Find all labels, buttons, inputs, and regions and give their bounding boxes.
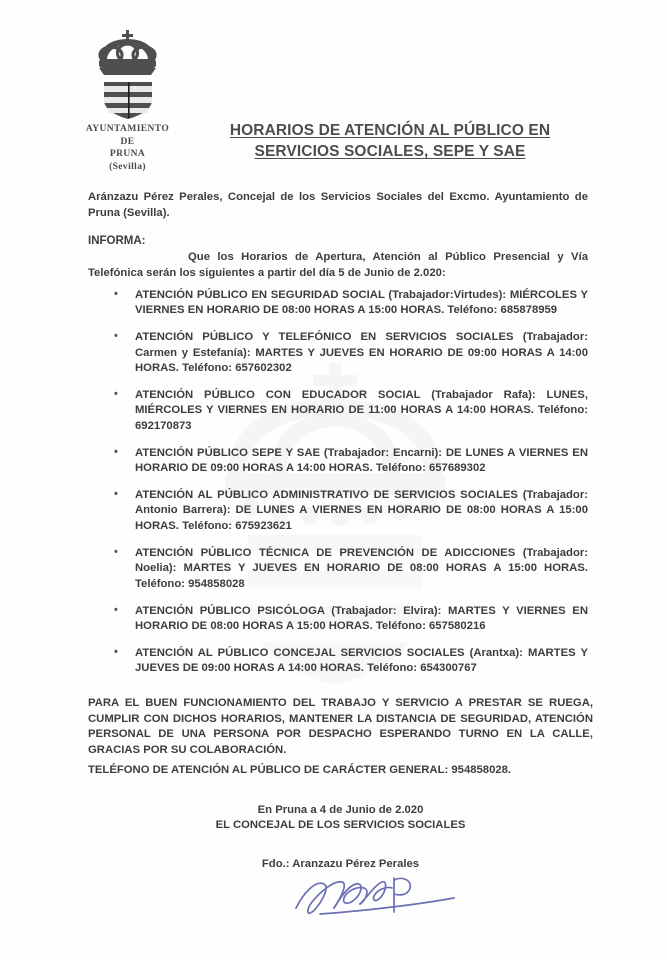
signer-role: EL CONCEJAL DE LOS SERVICIOS SOCIALES: [215, 818, 466, 831]
letterhead-line-pruna: PRUNA: [109, 149, 146, 159]
list-item: • ATENCIÓN PÚBLICO Y TELEFÓNICO EN SERVICIOS SOCIALES (Trabajador: Carmen y Estefanía): MARTES Y JUEVES EN HORARIO DE 09:00 HORAS A 14:00 HORAS. Teléfono: 657602302: [110, 330, 588, 376]
letterhead-line-ayuntamiento: AYUNTAMIENTO: [85, 124, 170, 134]
page-title-line-2: SERVICIOS SOCIALES, SEPE Y SAE: [254, 143, 526, 160]
informa-paragraph: Que los Horarios de Apertura, Atención al Público Presencial y Vía Telefónica serán los siguientes a partir del día 5 de Junio de 2.020:: [88, 251, 588, 279]
list-item: • ATENCIÓN PÚBLICO SEPE Y SAE (Trabajador: Encarni): DE LUNES A VIERNES EN HORARIO DE 09:00 HORAS A 14:00 HORAS. Teléfono: 657689302: [110, 446, 588, 477]
list-item: • ATENCIÓN PÚBLICO PSICÓLOGA (Trabajador: Elvira): MARTES Y VIERNES EN HORARIO DE 08:00 HORAS A 15:00 HORAS. Teléfono: 657580216: [110, 604, 588, 635]
letterhead-line-provincia: (Sevilla): [109, 161, 146, 172]
list-item: • ATENCIÓN PÚBLICO CON EDUCADOR SOCIAL (Trabajador Rafa): LUNES, MIÉRCOLES Y VIERNES EN HORARIO DE 11:00 HORAS A 14:00 HORAS. Teléfono: 692170873: [110, 388, 588, 434]
general-phone-line: TELÉFONO DE ATENCIÓN AL PÚBLICO DE CARÁCTER GENERAL: 954858028.: [88, 764, 512, 776]
page-title: [160, 120, 620, 162]
list-item: • ATENCIÓN PÚBLICO EN SEGURIDAD SOCIAL (Trabajador:Virtudes): MIÉRCOLES Y VIERNES EN HORARIO DE 08:00 HORAS A 15:00 HORAS. Teléfono: 685878959: [110, 288, 588, 319]
list-item: • ATENCIÓN PÚBLICO TÉCNICA DE PREVENCIÓN DE ADICCIONES (Trabajador: Noelia): MARTES Y JUEVES EN HORARIO DE 08:00 HORAS A 15:00 HORAS. Teléfono: 954858028: [110, 546, 588, 592]
signed-by: Fdo.: Aranzazu Pérez Perales: [261, 858, 420, 870]
closing-paragraph: PARA EL BUEN FUNCIONAMIENTO DEL TRABAJO Y SERVICIO A PRESTAR SE RUEGA, CUMPLIR CON DICHOS HORARIOS, MANTENER LA DISTANCIA DE SEGURIDAD, ATENCIÓN PERSONAL DE UNA PERSONA POR DESPACHO ESPERANDO TURNO EN LA CALLE, GRACIAS POR SU COLABORACIÓN.: [88, 697, 593, 756]
coat-of-arms-crown-shield-icon: [88, 28, 168, 120]
schedule-list: [110, 288, 588, 688]
informa-label: INFORMA:: [88, 235, 146, 247]
signature-block: [88, 803, 593, 832]
intro-paragraph: Aránzazu Pérez Perales, Concejal de los Servicios Sociales del Excmo. Ayuntamiento de Pruna (Sevilla).: [88, 191, 588, 219]
place-and-date: En Pruna a 4 de Junio de 2.020: [257, 804, 424, 816]
page-title-line-1: HORARIOS DE ATENCIÓN AL PÚBLICO EN: [229, 122, 551, 139]
handwritten-signature-icon: [290, 868, 460, 930]
letterhead-line-de: DE: [120, 136, 135, 147]
list-item: • ATENCIÓN AL PÚBLICO CONCEJAL SERVICIOS SOCIALES (Arantxa): MARTES Y JUEVES DE 09:00 HORAS A 14:00 HORAS. Teléfono: 654300767: [110, 646, 588, 677]
list-item: • ATENCIÓN AL PÚBLICO ADMINISTRATIVO DE SERVICIOS SOCIALES (Trabajador: Antonio Barrera): DE LUNES A VIERNES EN HORARIO DE 08:00 HORAS A 15:00 HORAS. Teléfono: 675923621: [110, 488, 588, 534]
